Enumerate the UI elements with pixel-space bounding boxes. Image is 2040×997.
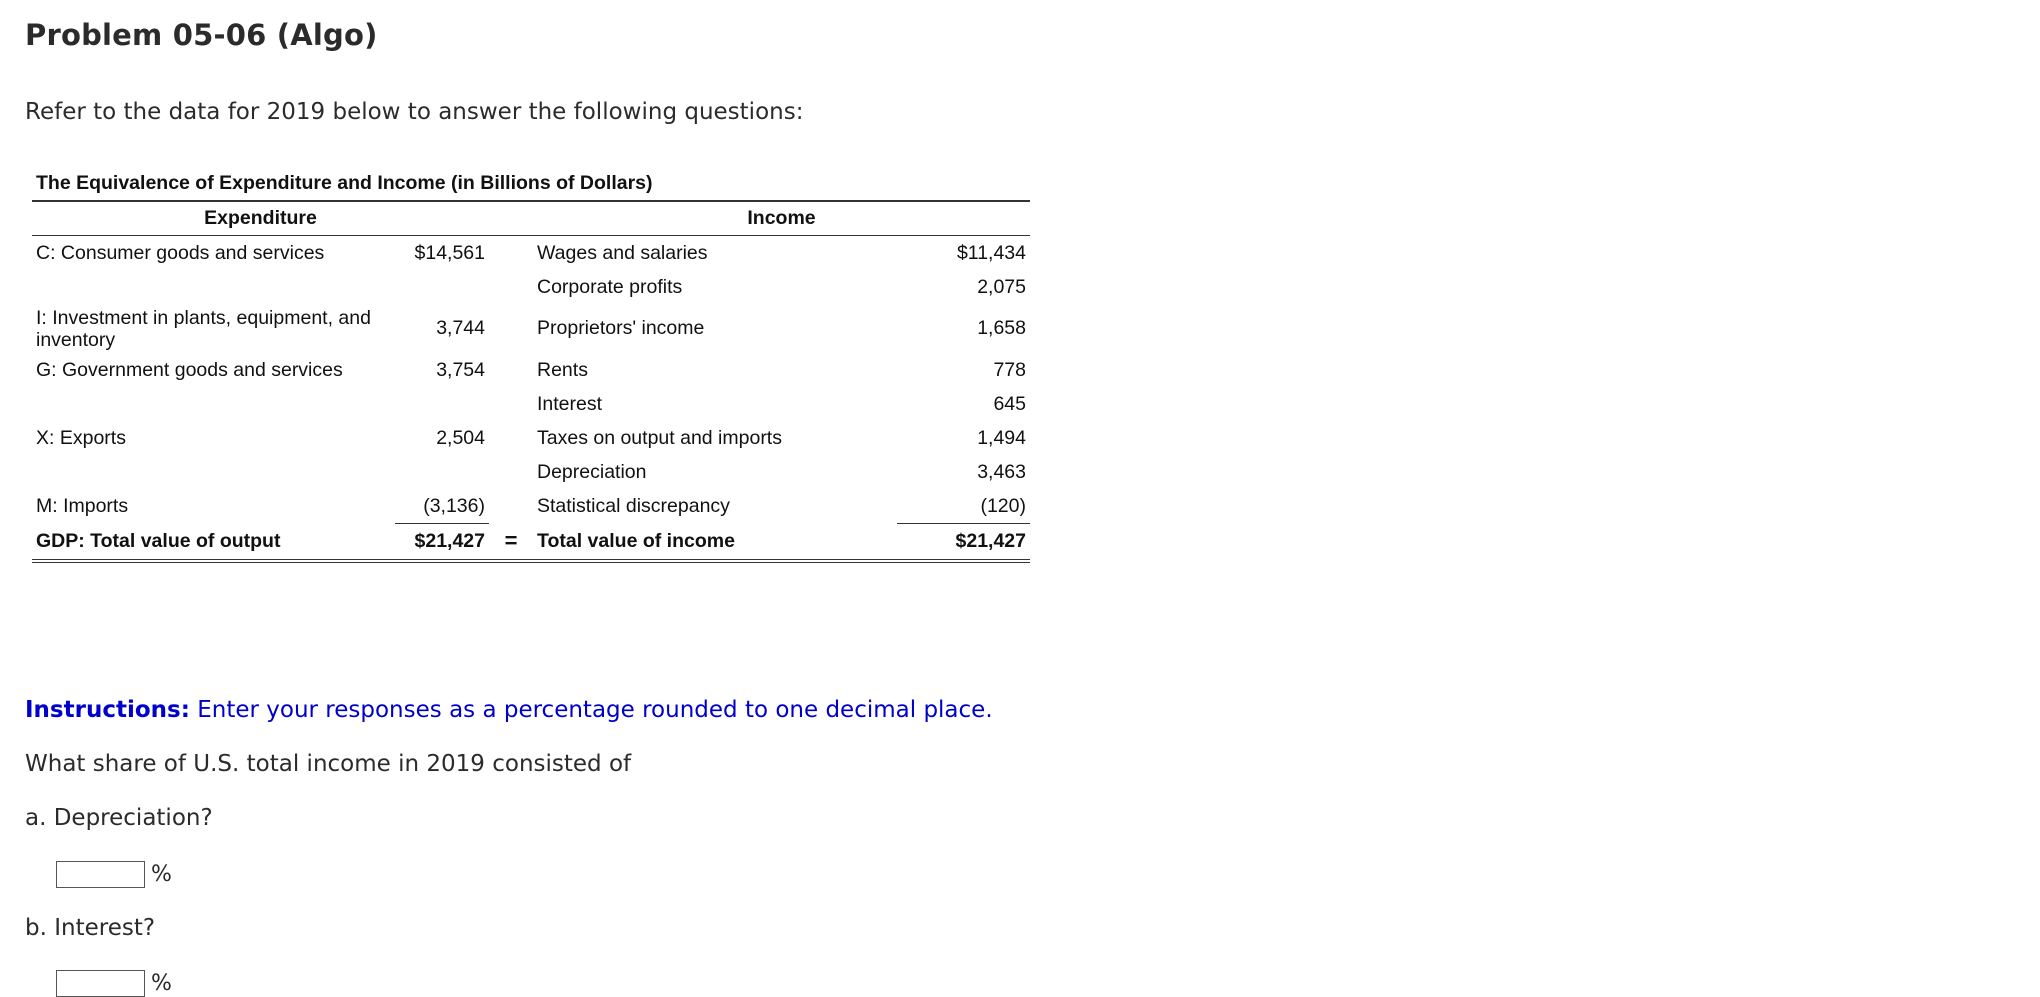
- expenditure-label: C: Consumer goods and services: [36, 241, 325, 264]
- part-a-answer: [56, 861, 172, 888]
- income-label: Rents: [537, 358, 588, 381]
- part-b-answer: [56, 970, 172, 997]
- row-spacer: [489, 421, 533, 455]
- row-spacer: [489, 270, 533, 304]
- percent-sign: %: [151, 862, 172, 887]
- expenditure-value: $14,561: [414, 241, 485, 264]
- gdp-total-value: $21,427: [395, 524, 489, 562]
- table-row: [32, 270, 1030, 304]
- equals-sign: =: [489, 524, 533, 562]
- part-a-label: a. Depreciation?: [25, 805, 213, 831]
- income-value: (120): [897, 489, 1030, 524]
- income-value: 645: [993, 392, 1026, 415]
- depreciation-share-input[interactable]: [56, 861, 145, 888]
- expenditure-label: M: Imports: [36, 494, 129, 517]
- income-total-label: Total value of income: [533, 524, 897, 562]
- problem-title: Problem 05-06 (Algo): [25, 18, 378, 52]
- income-value: 1,658: [977, 317, 1026, 339]
- expenditure-value: 3,744: [436, 317, 485, 339]
- table-row: [32, 455, 1030, 489]
- expenditure-label: [32, 387, 395, 421]
- income-value: 3,463: [977, 460, 1026, 483]
- income-value: 778: [993, 358, 1026, 381]
- expenditure-header: Expenditure: [32, 201, 489, 236]
- income-value: 2,075: [977, 275, 1026, 298]
- table-caption-row: [32, 166, 1030, 201]
- income-label: Statistical discrepancy: [537, 494, 730, 517]
- table-row: [32, 353, 1030, 387]
- expenditure-label: X: Exports: [36, 426, 126, 449]
- expenditure-value: 3,754: [436, 358, 485, 381]
- expenditure-value: [395, 270, 489, 304]
- table-row: [32, 236, 1030, 271]
- instructions-lead: Instructions:: [25, 697, 190, 723]
- income-label: Depreciation: [537, 460, 647, 483]
- part-b-label: b. Interest?: [25, 915, 156, 941]
- table-caption: The Equivalence of Expenditure and Income (in Billions of Dollars): [32, 166, 1030, 201]
- income-header: Income: [533, 201, 1030, 236]
- row-spacer: [489, 353, 533, 387]
- income-label: Interest: [537, 392, 603, 415]
- income-label: Wages and salaries: [537, 241, 708, 264]
- income-value: 1,494: [977, 426, 1026, 449]
- table-row: [32, 489, 1030, 524]
- expenditure-income-table: [32, 166, 1030, 563]
- expenditure-label: I: Investment in plants, equipment, and inventory: [36, 306, 371, 351]
- expenditure-value: [395, 455, 489, 489]
- expenditure-value: [395, 387, 489, 421]
- table-header-row: [32, 201, 1030, 236]
- table-row: [32, 421, 1030, 455]
- interest-share-input[interactable]: [56, 970, 145, 997]
- intro-text: Refer to the data for 2019 below to answer the following questions:: [25, 99, 804, 125]
- table-row: [32, 304, 1030, 353]
- header-spacer: [489, 201, 533, 236]
- expenditure-label: G: Government goods and services: [36, 358, 343, 381]
- row-spacer: [489, 489, 533, 524]
- income-label: Proprietors' income: [537, 317, 705, 339]
- row-spacer: [489, 387, 533, 421]
- percent-sign: %: [151, 971, 172, 996]
- expenditure-value: (3,136): [395, 489, 489, 524]
- row-spacer: [489, 236, 533, 271]
- row-spacer: [489, 304, 533, 353]
- instructions: [25, 697, 993, 723]
- row-spacer: [489, 455, 533, 489]
- income-value: $11,434: [956, 241, 1026, 264]
- income-total-value: $21,427: [897, 524, 1030, 562]
- expenditure-label: [32, 455, 395, 489]
- gdp-total-label: GDP: Total value of output: [32, 524, 395, 562]
- expenditure-label: [32, 270, 395, 304]
- total-row: [32, 524, 1030, 562]
- table-row: [32, 387, 1030, 421]
- income-label: Corporate profits: [537, 275, 683, 298]
- income-label: Taxes on output and imports: [537, 426, 782, 449]
- question-text: What share of U.S. total income in 2019 consisted of: [25, 751, 632, 777]
- expenditure-value: 2,504: [436, 426, 485, 449]
- instructions-text: Enter your responses as a percentage rounded to one decimal place.: [189, 697, 993, 723]
